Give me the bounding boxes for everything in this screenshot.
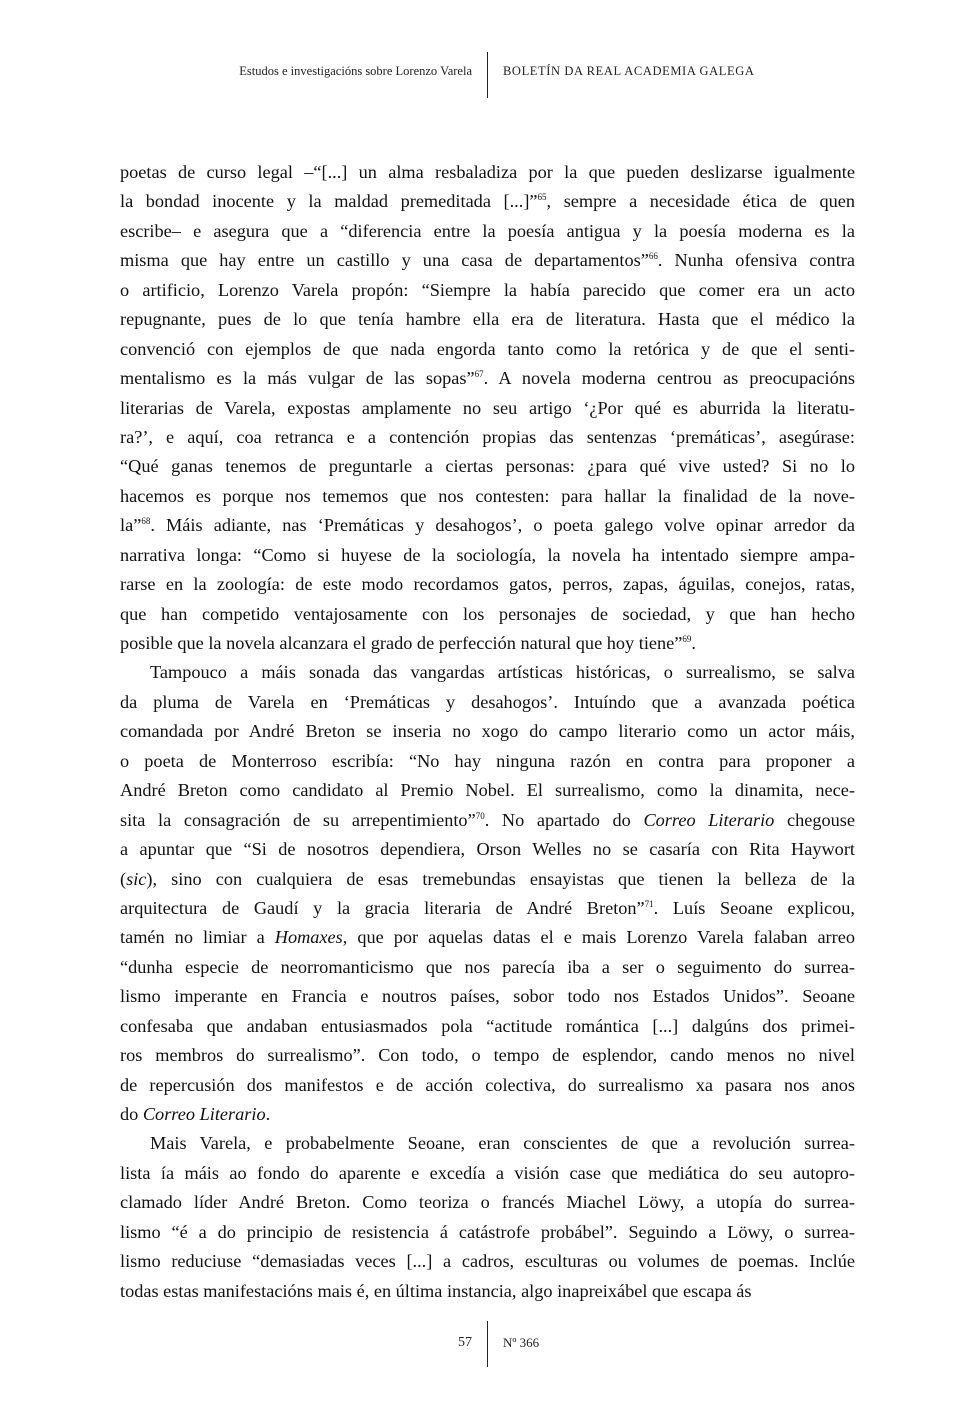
text-line: (sic), sino con cualquiera de esas tremebundas ensayistas que tienen la belleza de la bbox=[120, 868, 855, 889]
text-line: comandada por André Breton se inseria no xogo do campo literario como un actor máis, bbox=[120, 721, 855, 742]
text-line: narrativa longa: “Como si huyese de la sociología, la novela ha intentado siempre ampa- bbox=[120, 544, 855, 565]
text-line: literarias de Varela, expostas amplamente no seu artigo ‘¿Por qué es aburrida la literatu- bbox=[120, 397, 855, 418]
italic-term: Correo Literario bbox=[142, 1104, 266, 1124]
italic-term: sic bbox=[126, 868, 147, 889]
text-line: ros membros do surrealismo”. Con todo, o tempo de esplendor, cando menos no nivel bbox=[120, 1045, 855, 1066]
text-line: sita la consagración de su arrepentimiento”$^{70}$. No apartado do Correo Literario chegouse bbox=[120, 809, 855, 830]
page-number: 57 bbox=[458, 1335, 472, 1350]
text-line: clamado líder André Breton. Como teoriza o francés Miachel Löwy, a utopía do surrea- bbox=[120, 1192, 855, 1213]
paragraph bbox=[120, 158, 855, 658]
running-header-journal-title: BOLETÍN DA REAL ACADEMIA GALEGA bbox=[503, 64, 755, 78]
text-line: lismo imperante en Francia e noutros países, sobor todo nos Estados Unidos”. Seoane bbox=[120, 986, 855, 1007]
footnote-ref: 71 bbox=[644, 898, 654, 909]
text-line: do Correo Literario. bbox=[120, 1104, 271, 1124]
text-line: hacemos es porque nos tememos que nos contesten: para hallar la finalidad de la nove- bbox=[120, 485, 855, 506]
text-line: Mais Varela, e probabelmente Seoane, eran conscientes de que a revolución surrea- bbox=[150, 1133, 855, 1154]
text-line: confesaba que andaban entusiasmados pola “actitude romántica [...] dalgúns dos primei- bbox=[120, 1015, 855, 1036]
text-line: mentalismo es la más vulgar de las sopas”$^{67}$. A novela moderna centrou as preocupacións bbox=[120, 368, 855, 389]
text-line: o poeta de Monterroso escribía: “No hay ninguna razón en contra para proponer a bbox=[120, 750, 855, 771]
text-line: que han competido ventajosamente con los personajes de sociedad, y que han hecho bbox=[120, 603, 855, 624]
text-line: poetas de curso legal –“[...] un alma resbaladiza por la que pueden deslizarse igualmente bbox=[120, 162, 855, 182]
text-line: lista ía máis ao fondo do aparente e excedía a visión case que mediática do seu autopro- bbox=[120, 1162, 855, 1183]
footnote-ref: 65 bbox=[537, 192, 547, 203]
text-line: o artificio, Lorenzo Varela propón: “Siempre la había parecido que comer era un acto bbox=[120, 279, 855, 300]
footnote-ref: 68 bbox=[141, 516, 151, 527]
text-line: repugnante, pues de lo que tenía hambre ella era de literatura. Hasta que el médico la bbox=[120, 309, 855, 330]
text-line: todas estas manifestacións mais é, en última instancia, algo inapreixábel que escapa ás bbox=[120, 1280, 752, 1301]
text-line: lismo “é a do principio de resistencia á catástrofe probábel”. Seguindo a Löwy, o surrea- bbox=[120, 1221, 855, 1242]
italic-term: Correo Literario bbox=[643, 809, 775, 830]
body-text bbox=[120, 158, 855, 1306]
text-line: lismo reduciuse “demasiadas veces [...] a cadros, esculturas ou volumes de poemas. Inclúe bbox=[120, 1251, 855, 1272]
text-line: de repercusión dos manifestos e de acción colectiva, do surrealismo xa pasara nos anos bbox=[120, 1074, 855, 1095]
text-line: Tampouco a máis sonada das vangardas artísticas históricas, o surrealismo, se salva bbox=[150, 662, 855, 683]
text-line: posible que la novela alcanzara el grado de perfección natural que hoy tiene”$^{69}$. bbox=[120, 633, 696, 653]
text-line: da pluma de Varela en ‘Premáticas y desahogos’. Intuíndo que a avanzada poética bbox=[120, 691, 855, 712]
italic-term: Homaxes bbox=[274, 927, 343, 948]
text-line: André Breton como candidato al Premio Nobel. El surrealismo, como la dinamita, nece- bbox=[120, 780, 855, 801]
text-line: a apuntar que “Si de nosotros dependiera, Orson Welles no se casaría con Rita Haywort bbox=[120, 839, 855, 860]
text-line: rarse en la zoología: de este modo recordamos gatos, perros, zapas, águilas, conejos, ratas, bbox=[120, 574, 855, 595]
footnote-ref: 67 bbox=[474, 369, 484, 380]
footnote-ref: 69 bbox=[682, 634, 692, 644]
running-header-section-title: Estudos e investigacións sobre Lorenzo Varela bbox=[239, 64, 472, 78]
text-line: “dunha especie de neorromanticismo que nos parecía iba a ser o seguimento do surrea- bbox=[120, 956, 855, 977]
text-line: la bondad inocente y la maldad premeditada [...]”$^{65}$, sempre a necesidade ética de quen bbox=[120, 191, 855, 212]
text-line: tamén no limiar a Homaxes, que por aquelas datas el e mais Lorenzo Varela falaban arreo bbox=[120, 927, 855, 948]
paragraph bbox=[120, 658, 855, 1129]
paragraph bbox=[120, 1129, 855, 1306]
footnote-ref: 70 bbox=[475, 810, 485, 821]
text-line: misma que hay entre un castillo y una casa de departamentos”$^{66}$. Nunha ofensiva contra bbox=[120, 250, 855, 271]
text-line: convenció con ejemplos de que nada engorda tanto como la retórica y de que el senti- bbox=[120, 338, 855, 359]
text-line: arquitectura de Gaudí y la gracia literaria de André Breton”$^{71}$. Luís Seoane explicou, bbox=[120, 897, 855, 918]
footer-divider bbox=[487, 1321, 488, 1367]
header-divider bbox=[487, 52, 488, 98]
text-line: la”$^{68}$. Máis adiante, nas ‘Premáticas y desahogos’, o poeta galego volve opinar arredor da bbox=[120, 515, 855, 536]
text-line: ra?’, e aquí, coa retranca e a contención propias das sentenzas ‘premáticas’, asegúrase: bbox=[120, 426, 855, 447]
footnote-ref: 66 bbox=[648, 251, 658, 262]
text-line: escribe– e asegura que a “diferencia entre la poesía antigua y la poesía moderna es la bbox=[120, 220, 855, 241]
text-line: “Qué ganas tenemos de preguntarle a ciertas personas: ¿para qué vive usted? Si no lo bbox=[120, 456, 855, 477]
issue-number: Nº 366 bbox=[503, 1335, 540, 1350]
